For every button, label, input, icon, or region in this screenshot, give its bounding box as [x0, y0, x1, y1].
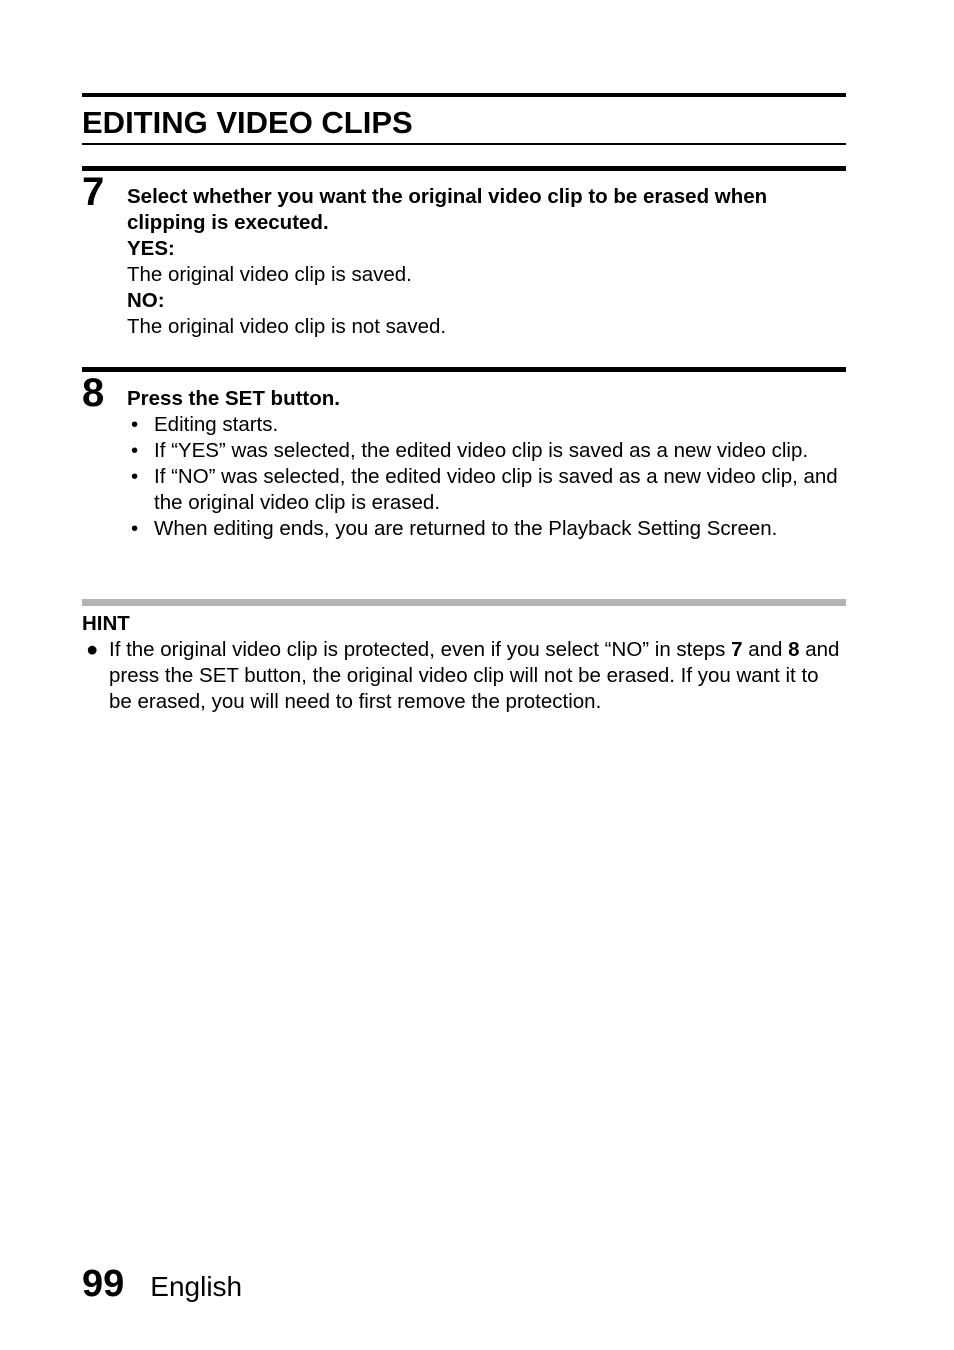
- step-7-divider: [82, 166, 846, 171]
- step-8-number: 8: [82, 371, 105, 415]
- page-number: 99: [82, 1263, 125, 1305]
- step-7-body: [127, 184, 847, 340]
- step-8-divider: [82, 367, 846, 372]
- step-7-instruction-line-1: Select whether you want the original video clip to be erased when: [127, 185, 768, 208]
- option-yes-label: YES:: [127, 237, 175, 260]
- hint-text-part-2: and: [742, 638, 789, 661]
- list-item: • If “YES” was selected, the edited video clip is saved as a new video clip.: [131, 439, 809, 462]
- hint-heading: HINT: [82, 612, 130, 635]
- list-item: • Editing starts.: [131, 413, 279, 436]
- hint-text-part-1: If the original video clip is protected, even if you select “NO” in steps: [109, 638, 732, 661]
- option-no-description: The original video clip is not saved.: [127, 315, 447, 338]
- page-footer: [82, 1262, 242, 1309]
- option-yes-description: The original video clip is saved.: [127, 263, 412, 286]
- page-header: [82, 93, 846, 145]
- page-title: EDITING VIDEO CLIPS: [82, 105, 413, 140]
- bullet-icon: •: [131, 465, 139, 488]
- hint-body: [82, 637, 846, 715]
- step-7-number: 7: [82, 170, 105, 214]
- bullet-icon: •: [131, 413, 139, 436]
- language-label: English: [150, 1271, 243, 1302]
- step-8-body: [127, 386, 847, 542]
- hint-step-ref-2: 8: [788, 638, 800, 661]
- list-item: • If “NO” was selected, the edited video clip is saved as a new video clip, and the original video clip is erased.: [131, 465, 838, 514]
- bullet-icon: •: [131, 517, 139, 540]
- step-7-instruction-line-2: clipping is executed.: [127, 211, 329, 234]
- hint-text-part-3: and press the SET button, the original video clip will not be erased. If you want it to be erased, you will need to first remove the protection.: [109, 638, 840, 713]
- step-8-bullet-list: [127, 412, 847, 542]
- bullet-icon: ●: [86, 638, 99, 661]
- step-8-instruction: Press the SET button.: [127, 387, 340, 410]
- option-no-label: NO:: [127, 289, 165, 312]
- hint-item: [82, 637, 846, 715]
- bullet-icon: •: [131, 439, 139, 462]
- hint-divider: [82, 599, 846, 606]
- hint-step-ref-1: 7: [731, 638, 743, 661]
- list-item: • When editing ends, you are returned to the Playback Setting Screen.: [131, 517, 778, 540]
